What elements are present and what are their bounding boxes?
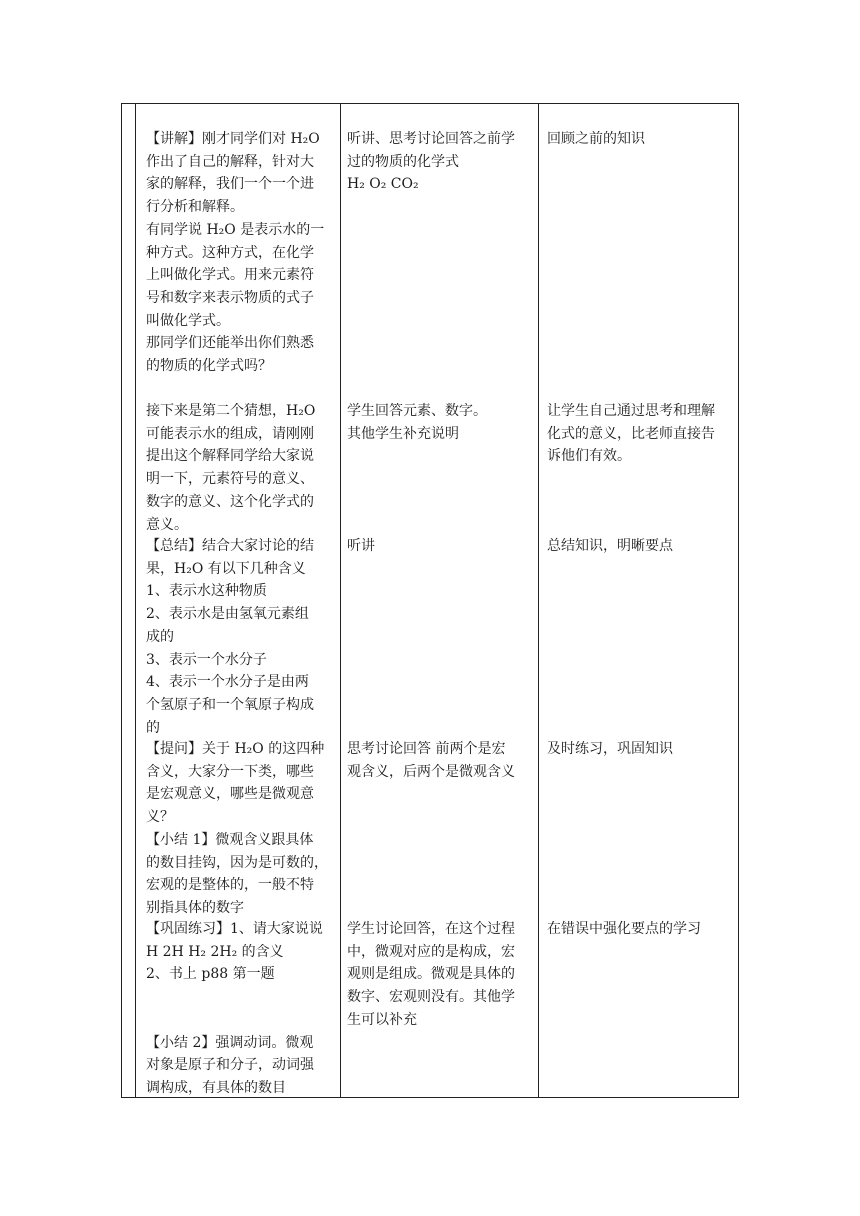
text-line: 明一下，元素符号的意义、 [146, 471, 314, 488]
text-line: 【小结 1】微观含义跟具体 [146, 831, 314, 848]
text-line: 有同学说 H₂O 是表示水的一 [146, 221, 325, 238]
design-intent-guess [547, 400, 733, 468]
text-line: 的数目挂钩，因为是可数的， [146, 854, 328, 871]
text-line: 其他学生补充说明 [347, 425, 459, 442]
text-line: 调构成，有具体的数目 [146, 1079, 286, 1096]
text-line: 【总结】结合大家讨论的结 [146, 538, 314, 554]
text-line: 含义，大家分一下类，哪些 [146, 763, 314, 780]
text-line: 提出这个解释同学给大家说 [146, 448, 314, 465]
text-line: 接下来是第二个猜想，H₂O [146, 403, 316, 419]
teacher-activity-question [146, 738, 334, 920]
student-activity-explain [347, 128, 533, 196]
student-activity-practice [347, 918, 533, 1032]
design-intent-practice [547, 918, 733, 941]
student-activity-question [347, 738, 533, 783]
text-line: 总结知识，明晰要点 [547, 538, 673, 554]
text-line: 宏观的是整体的，一般不特 [146, 877, 314, 894]
teacher-activity-practice [146, 918, 334, 1100]
text-line: 别指具体的数字 [146, 899, 244, 916]
text-line: 义？ [146, 809, 174, 826]
text-line: 个氢原子和一个氧原子构成 [146, 696, 314, 713]
text-line: 学生回答元素、数字。 [347, 403, 487, 419]
text-line: 中，微观对应的是构成，宏 [347, 943, 515, 960]
text-line: 回顾之前的知识 [547, 131, 645, 147]
text-line: 成的 [146, 628, 174, 645]
text-line: 让学生自己通过思考和理解 [547, 403, 715, 419]
text-line: 思考讨论回答 前两个是宏 [347, 741, 506, 757]
text-line: 数字、宏观则没有。其他学 [347, 989, 515, 1006]
text-line: 行分析和解释。 [146, 199, 244, 216]
text-line: 3、表示一个水分子 [146, 651, 267, 668]
text-line: 家的解释，我们一个一个进 [146, 176, 314, 193]
text-line: 的物质的化学式吗？ [146, 358, 272, 375]
text-line: 意义。 [146, 516, 188, 533]
text-line: 生可以补充 [347, 1011, 417, 1028]
text-line: 果，H₂O 有以下几种含义 [146, 560, 306, 577]
table-column-divider [538, 104, 539, 1097]
text-line: 【小结 2】强调动词。微观 [146, 1034, 314, 1051]
text-line: 那同学们还能举出你们熟悉 [146, 335, 314, 352]
text-line: 听讲、思考讨论回答之前学 [347, 131, 515, 147]
text-line: 是宏观意义，哪些是微观意 [146, 786, 314, 803]
design-intent-summary [547, 535, 733, 558]
text-line: 听讲 [347, 538, 375, 554]
text-line: 的 [146, 719, 160, 736]
text-line: 观则是组成。微观是具体的 [347, 966, 515, 983]
teacher-activity-explain [146, 128, 334, 378]
text-line: 1、表示水这种物质 [146, 583, 267, 600]
text-line: 叫做化学式。 [146, 312, 230, 329]
text-line: 及时练习，巩固知识 [547, 741, 673, 757]
teacher-activity-guess [146, 400, 334, 536]
student-activity-guess [347, 400, 533, 445]
text-line: H₂ O₂ CO₂ [347, 176, 419, 193]
text-line: 观含义，后两个是微观含义 [347, 763, 515, 780]
text-line: H 2H H₂ 2H₂ 的含义 [146, 943, 284, 960]
text-line: 【提问】关于 H₂O 的这四种 [146, 741, 325, 757]
text-line: 诉他们有效。 [547, 448, 631, 465]
table-column-divider [340, 104, 341, 1097]
text-line: 在错误中强化要点的学习 [547, 921, 701, 937]
text-line: 4、表示一个水分子是由两 [146, 674, 309, 691]
text-line: 化式的意义，比老师直接告 [547, 425, 715, 442]
text-line: 数字的意义、这个化学式的 [146, 493, 314, 510]
design-intent-question [547, 738, 733, 761]
text-line: 可能表示水的组成，请刚刚 [146, 425, 314, 442]
text-line: 对象是原子和分子，动词强 [146, 1057, 314, 1074]
text-line: 号和数字来表示物质的式子 [146, 289, 314, 306]
text-line: 种方式。这种方式，在化学 [146, 244, 314, 261]
text-line: 学生讨论回答，在这个过程 [347, 921, 515, 937]
text-line [146, 986, 334, 1009]
student-activity-summary [347, 535, 533, 558]
text-line: 2、书上 p88 第一题 [146, 966, 275, 983]
text-line [146, 1009, 334, 1032]
design-intent-explain [547, 128, 733, 151]
text-line: 2、表示水是由氢氧元素组 [146, 606, 309, 623]
text-line: 过的物质的化学式 [347, 153, 459, 170]
table-column-divider [135, 104, 136, 1097]
text-line: 【讲解】刚才同学们对 H₂O [146, 131, 320, 147]
teacher-activity-summary [146, 535, 334, 739]
text-line: 作出了自己的解释，针对大 [146, 153, 314, 170]
text-line: 上叫做化学式。用来元素符 [146, 267, 314, 284]
text-line: 【巩固练习】1、请大家说说 [146, 921, 323, 937]
